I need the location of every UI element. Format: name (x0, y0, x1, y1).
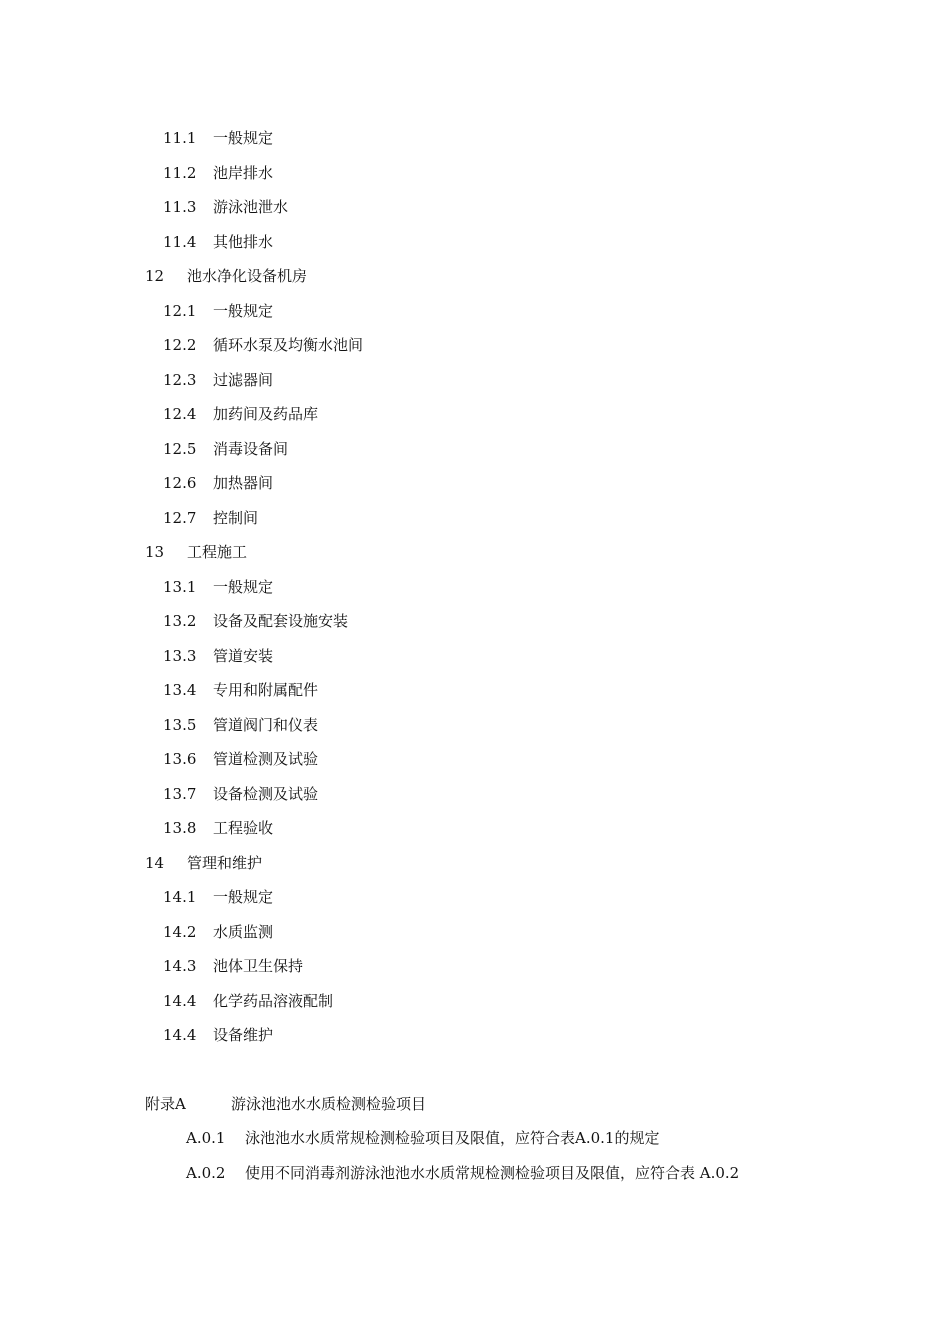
appendix-heading (145, 1094, 426, 1114)
toc-number: 13.8 (163, 819, 197, 837)
appendix-item (186, 1128, 659, 1148)
toc-title: 池体卫生保持 (213, 957, 304, 975)
toc-section (163, 508, 258, 528)
toc-section (163, 335, 363, 355)
toc-number: 13 (145, 543, 165, 561)
toc-section (163, 611, 348, 631)
toc-title: 设备及配套设施安装 (213, 612, 349, 630)
toc-section (163, 956, 303, 976)
toc-title: 专用和附属配件 (213, 681, 319, 699)
toc-number: 12.7 (163, 509, 197, 527)
toc-section (163, 163, 273, 183)
toc-chapter (145, 266, 307, 286)
toc-title: 游泳池泄水 (213, 198, 289, 216)
toc-number: 13.7 (163, 785, 197, 803)
toc-title: 一般规定 (213, 129, 274, 147)
toc-number: 11.2 (163, 164, 197, 182)
toc-section (163, 991, 333, 1011)
appendix-item-title: 使用不同消毒剂游泳池池水水质常规检测检验项目及限值，应符合表 A.0.2 (245, 1164, 740, 1182)
toc-title: 一般规定 (213, 578, 274, 596)
appendix-item-number: A.0.2 (186, 1164, 226, 1182)
toc-number: 14.1 (163, 888, 197, 906)
toc-title: 池岸排水 (213, 164, 274, 182)
toc-title: 加药间及药品库 (213, 405, 319, 423)
appendix-title: 游泳池池水水质检测检验项目 (231, 1095, 427, 1113)
toc-section (163, 749, 318, 769)
toc-number: 12.4 (163, 405, 197, 423)
toc-title: 管道安装 (213, 647, 274, 665)
toc-title: 工程验收 (213, 819, 274, 837)
toc-number: 12.1 (163, 302, 197, 320)
toc-section (163, 439, 288, 459)
toc-number: 11.4 (163, 233, 197, 251)
toc-section (163, 370, 273, 390)
toc-title: 循环水泵及均衡水池间 (213, 336, 364, 354)
toc-title: 加热器间 (213, 474, 274, 492)
toc-title: 一般规定 (213, 888, 274, 906)
toc-number: 11.1 (163, 129, 197, 147)
toc-chapter (145, 542, 247, 562)
toc-chapter (145, 853, 262, 873)
toc-number: 13.3 (163, 647, 197, 665)
toc-title: 管道阀门和仪表 (213, 716, 319, 734)
toc-section (163, 818, 273, 838)
toc-number: 14.4 (163, 1026, 197, 1044)
toc-title: 一般规定 (213, 302, 274, 320)
toc-number: 14.4 (163, 992, 197, 1010)
toc-title: 水质监测 (213, 923, 274, 941)
appendix-item-title: 泳池池水水质常规检测检验项目及限值，应符合表A.0.1的规定 (245, 1129, 660, 1147)
toc-number: 14.2 (163, 923, 197, 941)
toc-title: 设备检测及试验 (213, 785, 319, 803)
toc-title: 其他排水 (213, 233, 274, 251)
toc-section (163, 232, 273, 252)
toc-number: 14 (145, 854, 165, 872)
toc-number: 13.1 (163, 578, 197, 596)
toc-title: 设备维护 (213, 1026, 274, 1044)
toc-number: 12.2 (163, 336, 197, 354)
toc-section (163, 128, 273, 148)
toc-title: 管道检测及试验 (213, 750, 319, 768)
toc-title: 化学药品溶液配制 (213, 992, 334, 1010)
toc-section (163, 577, 273, 597)
toc-number: 13.6 (163, 750, 197, 768)
toc-title: 工程施工 (187, 543, 248, 561)
toc-section (163, 646, 273, 666)
appendix-item-number: A.0.1 (186, 1129, 226, 1147)
appendix-item (186, 1163, 739, 1183)
toc-section (163, 404, 318, 424)
toc-number: 12.3 (163, 371, 197, 389)
toc-section (163, 680, 318, 700)
toc-number: 12.5 (163, 440, 197, 458)
appendix-number: 附录A (145, 1095, 186, 1113)
toc-number: 13.2 (163, 612, 197, 630)
toc-number: 12 (145, 267, 165, 285)
toc-title: 控制间 (213, 509, 259, 527)
toc-number: 11.3 (163, 198, 197, 216)
toc-section (163, 922, 273, 942)
toc-title: 管理和维护 (187, 854, 263, 872)
toc-number: 14.3 (163, 957, 197, 975)
toc-title: 消毒设备间 (213, 440, 289, 458)
toc-section (163, 473, 273, 493)
toc-title: 池水净化设备机房 (187, 267, 308, 285)
toc-section (163, 301, 273, 321)
toc-section (163, 784, 318, 804)
toc-section (163, 197, 288, 217)
toc-number: 12.6 (163, 474, 197, 492)
toc-section (163, 715, 318, 735)
toc-section (163, 887, 273, 907)
toc-number: 13.4 (163, 681, 197, 699)
toc-title: 过滤器间 (213, 371, 274, 389)
toc-section (163, 1025, 273, 1045)
toc-number: 13.5 (163, 716, 197, 734)
